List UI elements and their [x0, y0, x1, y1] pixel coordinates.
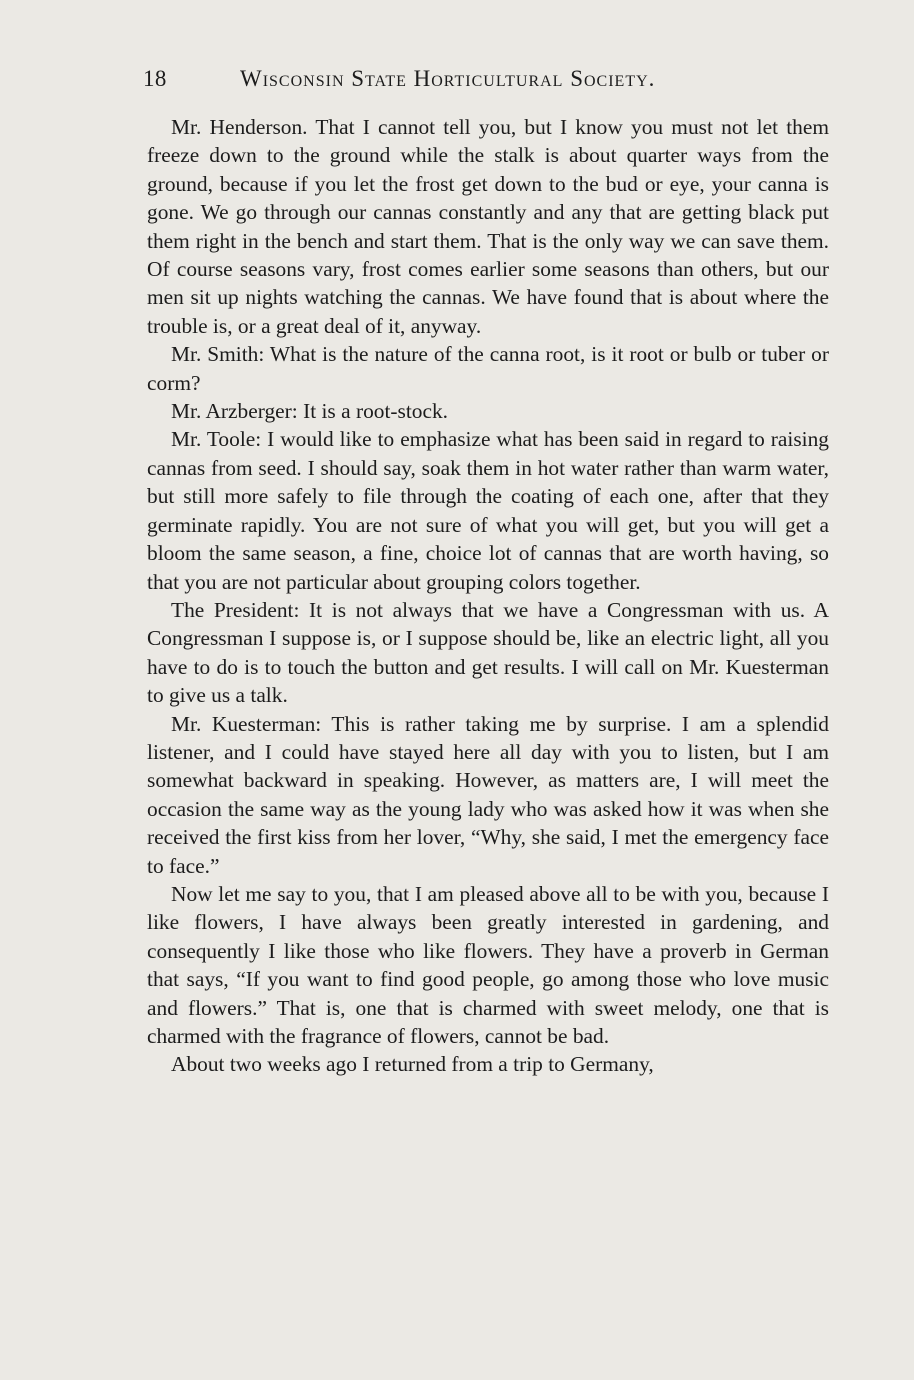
- body-text: [147, 113, 829, 1079]
- paragraph-arzberger: Mr. Arzberger: It is a root-stock.: [171, 399, 449, 424]
- paragraph-henderson: Mr. Henderson. That I cannot tell you, but I know you must not let them freeze down to the ground while the stalk is about quarter ways from the ground, because if you let the frost get down to the bud or eye, your canna is gone. We go through our cannas constantly and any that are getting black put them right in the bench and start them. That is the only way we can save them. Of course seasons vary, frost comes earlier some seasons than others, but our men sit up nights watching the cannas. We have found that is about where the trouble is, or a great deal of it, anyway.: [147, 115, 829, 338]
- running-head-title: Wisconsin State Horticultural Society.: [240, 66, 656, 91]
- paragraph-kuesterman: Mr. Kuesterman: This is rather taking me by surprise. I am a splendid listener, and I could have stayed here all day with you to listen, but I am somewhat backward in speaking. However, as matters are, I will meet the occasion the same way as the young lady who was asked how it was when she received the first kiss from her lover, “Why, she said, I met the emergency face to face.”: [147, 711, 829, 878]
- paragraph-germany-trip: About two weeks ago I returned from a trip to Germany,: [171, 1052, 654, 1077]
- paragraph-president: The President: It is not always that we have a Congressman with us. A Congressman I suppose is, or I suppose should be, like an electric light, all you have to do is to touch the button and get results. I will call on Mr. Kuesterman to give us a talk.: [147, 597, 829, 708]
- page-number: 18: [143, 66, 167, 91]
- paragraph-smith: Mr. Smith: What is the nature of the canna root, is it root or bulb or tuber or corm?: [147, 342, 829, 395]
- running-head: [143, 62, 833, 96]
- paragraph-toole: Mr. Toole: I would like to emphasize what has been said in regard to raising cannas from seed. I should say, soak them in hot water rather than warm water, but still more safely to file through the coating of each one, after that they germinate rapidly. You are not sure of what you will get, but you will get a bloom the same season, a fine, choice lot of cannas that are worth having, so that you are not particular about grouping colors together.: [147, 427, 829, 594]
- paragraph-proverb: Now let me say to you, that I am pleased above all to be with you, because I like flowers, I have always been greatly interested in gardening, and consequently I like those who like flowers. They have a proverb in German that says, “If you want to find good people, go among those who love music and flowers.” That is, one that is charmed with sweet melody, one that is charmed with the fragrance of flowers, cannot be bad.: [147, 881, 829, 1048]
